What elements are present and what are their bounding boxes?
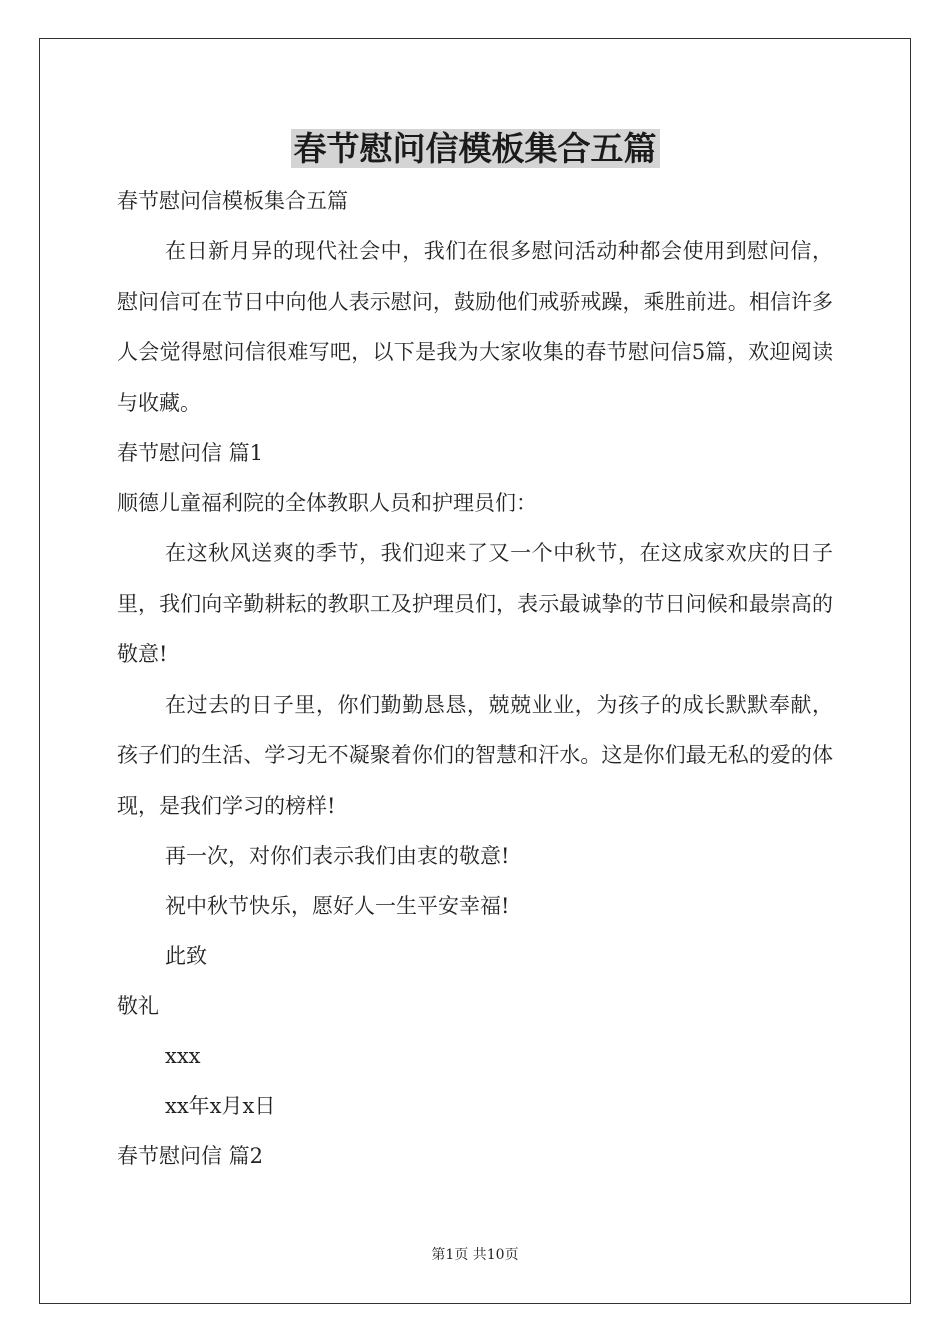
section-2-heading: 春节慰问信 篇2 [117,1144,264,1168]
letter-closing-cizhi: 此致 [165,944,207,968]
letter-salutation: 顺德儿童福利院的全体教职人员和护理员们： [117,491,537,515]
letter-line-again: 再一次，对你们表示我们由衷的敬意! [165,844,510,868]
document-body [117,176,833,1181]
letter-signature: xxx [165,1044,201,1068]
letter-line-wish: 祝中秋节快乐，愿好人一生平安幸福! [165,894,510,918]
letter-date: xx年x月x日 [165,1094,276,1118]
intro-paragraph: 在日新月异的现代社会中，我们在很多慰问活动种都会使用到慰问信，慰问信可在节日中向他人表示慰问，鼓励他们戒骄戒躁，乘胜前进。相信许多人会觉得慰问信很难写吧，以下是我为大家收集的春节慰问信5篇，欢迎阅读与收藏。 [117,239,833,415]
letter-paragraph: 在过去的日子里，你们勤勤恳恳，兢兢业业，为孩子的成长默默奉献，孩子们的生活、学习无不凝聚着你们的智慧和汗水。这是你们最无私的爱的体现，是我们学习的榜样! [117,692,833,818]
letter-closing-jingli: 敬礼 [117,994,159,1018]
document-title-text: 春节慰问信模板集合五篇 [291,129,660,168]
page-number-footer: 第1页 共10页 [431,1247,519,1263]
section-1-heading: 春节慰问信 篇1 [117,441,264,465]
document-title [0,126,950,172]
document-subtitle: 春节慰问信模板集合五篇 [117,189,348,213]
letter-paragraph: 在这秋风送爽的季节，我们迎来了又一个中秋节，在这成家欢庆的日子里，我们向辛勤耕耘的教职工及护理员们，表示最诚挚的节日问候和最崇高的敬意! [117,541,833,666]
